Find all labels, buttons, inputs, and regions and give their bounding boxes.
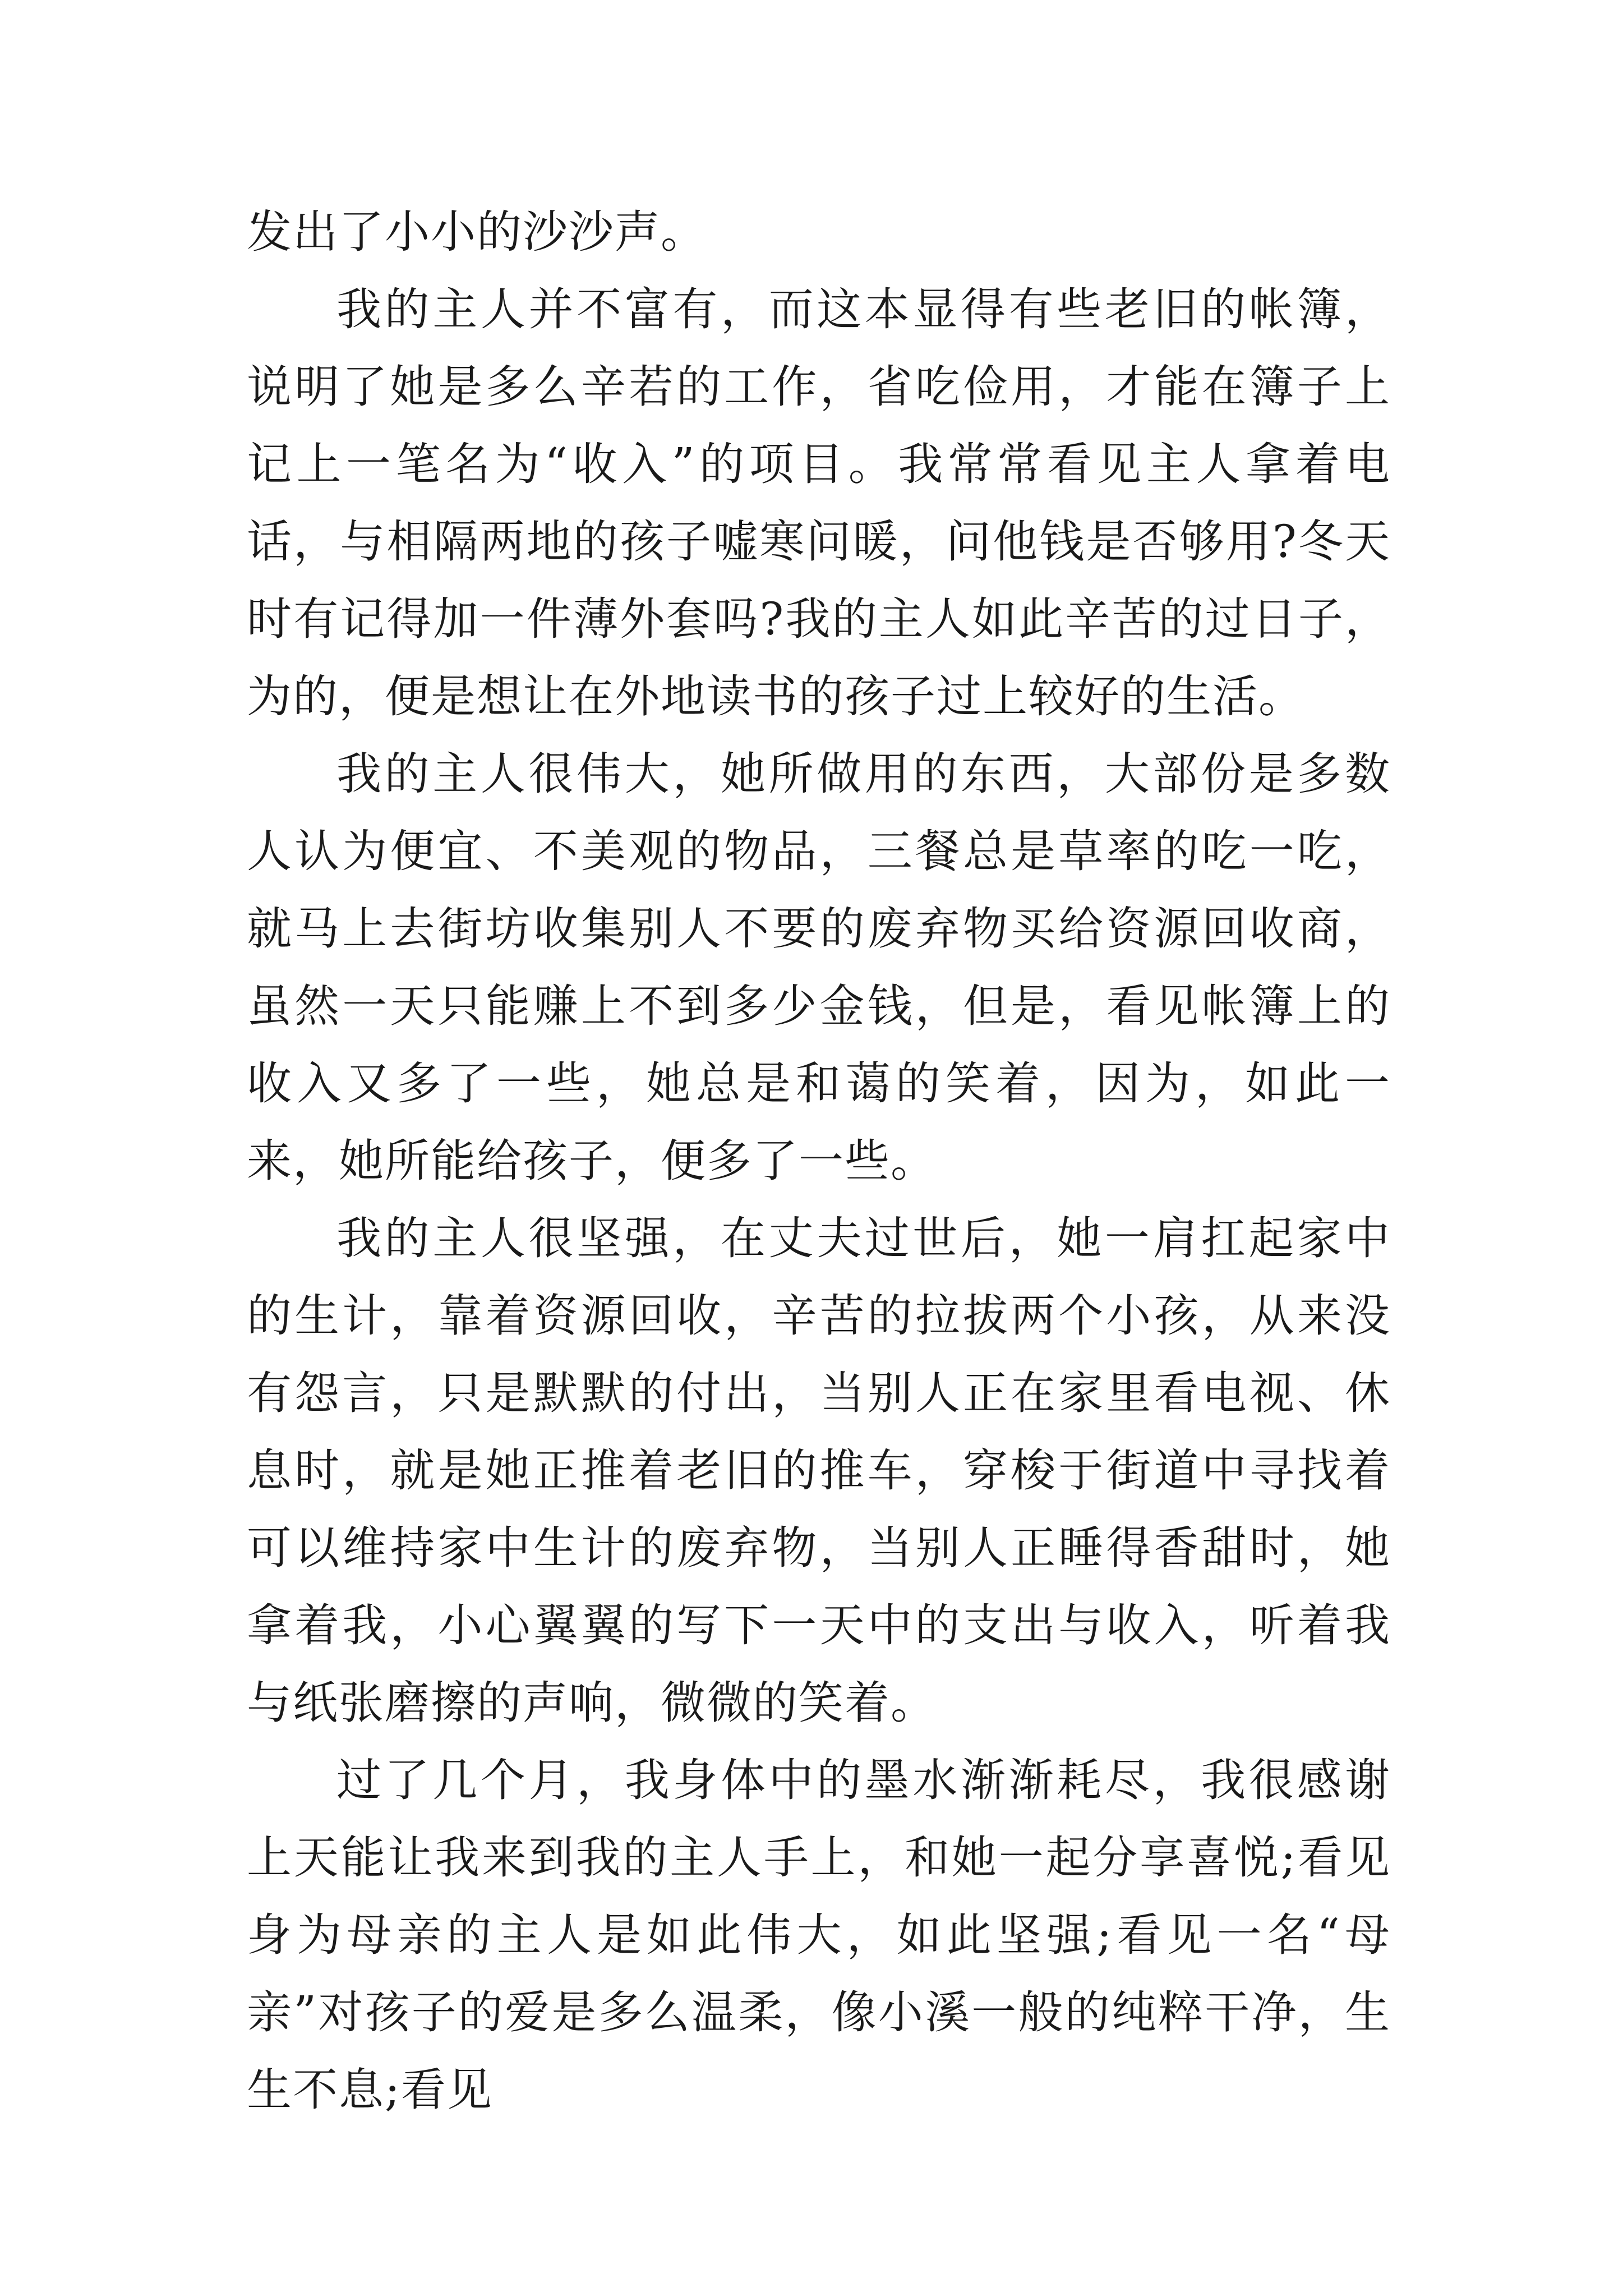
paragraph-3: 我的主人很伟大，她所做用的东西，大部份是多数人认为便宜、不美观的物品，三餐总是草率的吃一吃，就马上去街坊收集别人不要的废弃物买给资源回收商，虽然一天只能赚上不到多少金钱，但是，看见帐簿上的收入又多了一些，她总是和蔼的笑着，因为，如此一来，她所能给孩子，便多了一些。: [247, 748, 1391, 1187]
paragraph-1: 发出了小小的沙沙声。: [247, 206, 707, 258]
body-text: [247, 194, 1391, 2129]
paragraph-2: 我的主人并不富有，而这本显得有些老旧的帐簿，说明了她是多么辛若的工作，省吃俭用，才能在簿子上记上一笔名为“收入”的项目。我常常看见主人拿着电话，与相隔两地的孩子嘘寒问暖，问他钱是否够用?冬天时有记得加一件薄外套吗?我的主人如此辛苦的过日子，为的，便是想让在外地读书的孩子过上较好的生活。: [247, 283, 1391, 723]
paragraph-4: 我的主人很坚强，在丈夫过世后，她一肩扛起家中的生计，靠着资源回收，辛苦的拉拔两个小孩，从来没有怨言，只是默默的付出，当别人正在家里看电视、休息时，就是她正推着老旧的推车，穿梭于街道中寻找着可以维持家中生计的废弃物，当别人正睡得香甜时，她拿着我，小心翼翼的写下一天中的支出与收入，听着我与纸张磨擦的声响，微微的笑着。: [247, 1212, 1391, 1729]
paragraph-5: 过了几个月，我身体中的墨水渐渐耗尽，我很感谢上天能让我来到我的主人手上，和她一起分享喜悦;看见身为母亲的主人是如此伟大，如此坚强;看见一名“母亲”对孩子的爱是多么温柔，像小溪一般的纯粹干净，生生不息;看见: [247, 1754, 1391, 2116]
